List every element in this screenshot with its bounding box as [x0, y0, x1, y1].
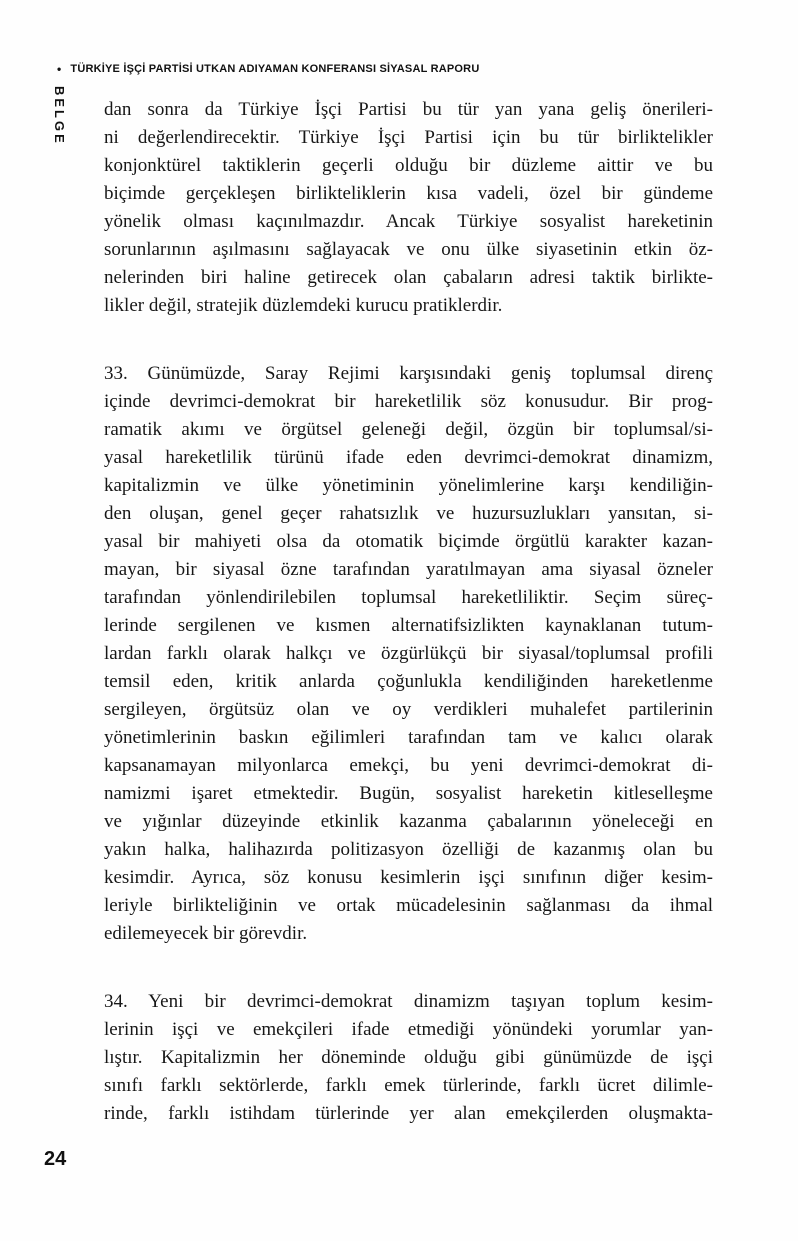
- paragraph-33: [104, 360, 713, 948]
- text-line: lardan farklı olarak halkçı ve özgürlükçü bir siyasal/toplumsal profili: [104, 643, 713, 664]
- margin-label-belge: BELGE: [52, 86, 67, 146]
- text-line: mayan, bir siyasal özne tarafından yaratılmayan ama siyasal özneler: [104, 559, 713, 580]
- text-line: ramatik akımı ve örgütsel geleneği değil, özgün bir toplumsal/si-: [104, 419, 713, 440]
- text-line: edilemeyecek bir görevdir.: [104, 923, 308, 944]
- page-number: 24: [44, 1148, 67, 1170]
- text-line: ni değerlendirecektir. Türkiye İşçi Partisi için bu tür birliktelikler: [104, 127, 713, 148]
- text-line: likler değil, stratejik düzlemdeki kurucu pratiklerdir.: [104, 295, 503, 316]
- text-line: namizmi işaret etmektedir. Bugün, sosyalist hareketin kitleselleşme: [104, 783, 713, 804]
- text-line: kapsanamayan milyonlarca emekçi, bu yeni devrimci-demokrat di-: [104, 755, 713, 776]
- text-line: içinde devrimci-demokrat bir hareketlilik söz konusudur. Bir prog-: [104, 391, 713, 412]
- text-line: sınıfı farklı sektörlerde, farklı emek türlerinde, farklı ücret dilimle-: [104, 1075, 713, 1096]
- text-line: biçimde gerçekleşen birlikteliklerin kısa vadeli, özel bir gündeme: [104, 183, 713, 204]
- text-line: lerinde sergilenen ve kısmen alternatifsizlikten kaynaklanan tutum-: [104, 615, 713, 636]
- text-line: yasal bir mahiyeti olsa da otomatik biçimde örgütlü karakter kazan-: [104, 531, 713, 552]
- text-line: temsil eden, kritik anlarda çoğunlukla kendiliğinden hareketlenme: [104, 671, 713, 692]
- text-line: leriyle birlikteliğinin ve ortak mücadelesinin sağlanması da ihmal: [104, 895, 713, 916]
- text-line: nelerinden biri haline getirecek olan çabaların adresi taktik birlikte-: [104, 267, 713, 288]
- running-header-title: TÜRKİYE İŞÇİ PARTİSİ UTKAN ADIYAMAN KONFERANSI SİYASAL RAPORU: [70, 63, 480, 75]
- text-line: 34. Yeni bir devrimci-demokrat dinamizm taşıyan toplum kesim-: [104, 991, 713, 1012]
- text-line: lıştır. Kapitalizmin her döneminde olduğu gibi günümüzde de işçi: [104, 1047, 713, 1068]
- text-line: lerinin işçi ve emekçileri ifade etmediği yönündeki yorumlar yan-: [104, 1019, 713, 1040]
- body-text: [104, 96, 713, 1168]
- text-line: konjonktürel taktiklerin geçerli olduğu bir düzleme aittir ve bu: [104, 155, 713, 176]
- paragraph-continuation: [104, 96, 713, 320]
- running-header: [57, 63, 479, 75]
- text-line: sorunlarının aşılmasını sağlayacak ve onu ülke siyasetinin etkin öz-: [104, 239, 713, 260]
- text-line: den oluşan, genel geçer rahatsızlık ve huzursuzlukları yansıtan, si-: [104, 503, 713, 524]
- text-line: ve yığınlar düzeyinde etkinlik kazanma çabalarının yöneleceği en: [104, 811, 713, 832]
- text-line: tarafından yönlendirilebilen toplumsal hareketliliktir. Seçim süreç-: [104, 587, 713, 608]
- text-line: yönelik olması kaçınılmazdır. Ancak Türkiye sosyalist hareketinin: [104, 211, 713, 232]
- text-line: kapitalizmin ve ülke yönetiminin yönelimlerine karşı kendiliğin-: [104, 475, 713, 496]
- text-line: yönetimlerinin baskın eğilimleri tarafından tam ve kalıcı olarak: [104, 727, 713, 748]
- bullet-icon: •: [57, 62, 62, 76]
- text-line: 33. Günümüzde, Saray Rejimi karşısındaki geniş toplumsal direnç: [104, 363, 713, 384]
- text-line: yakın halka, halihazırda politizasyon özelliği de kazanmış olan bu: [104, 839, 713, 860]
- text-line: kesimdir. Ayrıca, söz konusu kesimlerin işçi sınıfının diğer kesim-: [104, 867, 713, 888]
- text-line: dan sonra da Türkiye İşçi Partisi bu tür yan yana geliş önerileri-: [104, 99, 713, 120]
- text-line: yasal hareketlilik türünü ifade eden devrimci-demokrat dinamizm,: [104, 447, 713, 468]
- text-line: sergileyen, örgütsüz olan ve oy verdikleri muhalefet partilerinin: [104, 699, 713, 720]
- paragraph-34: [104, 988, 713, 1128]
- text-line: rinde, farklı istihdam türlerinde yer alan emekçilerden oluşmakta-: [104, 1103, 713, 1124]
